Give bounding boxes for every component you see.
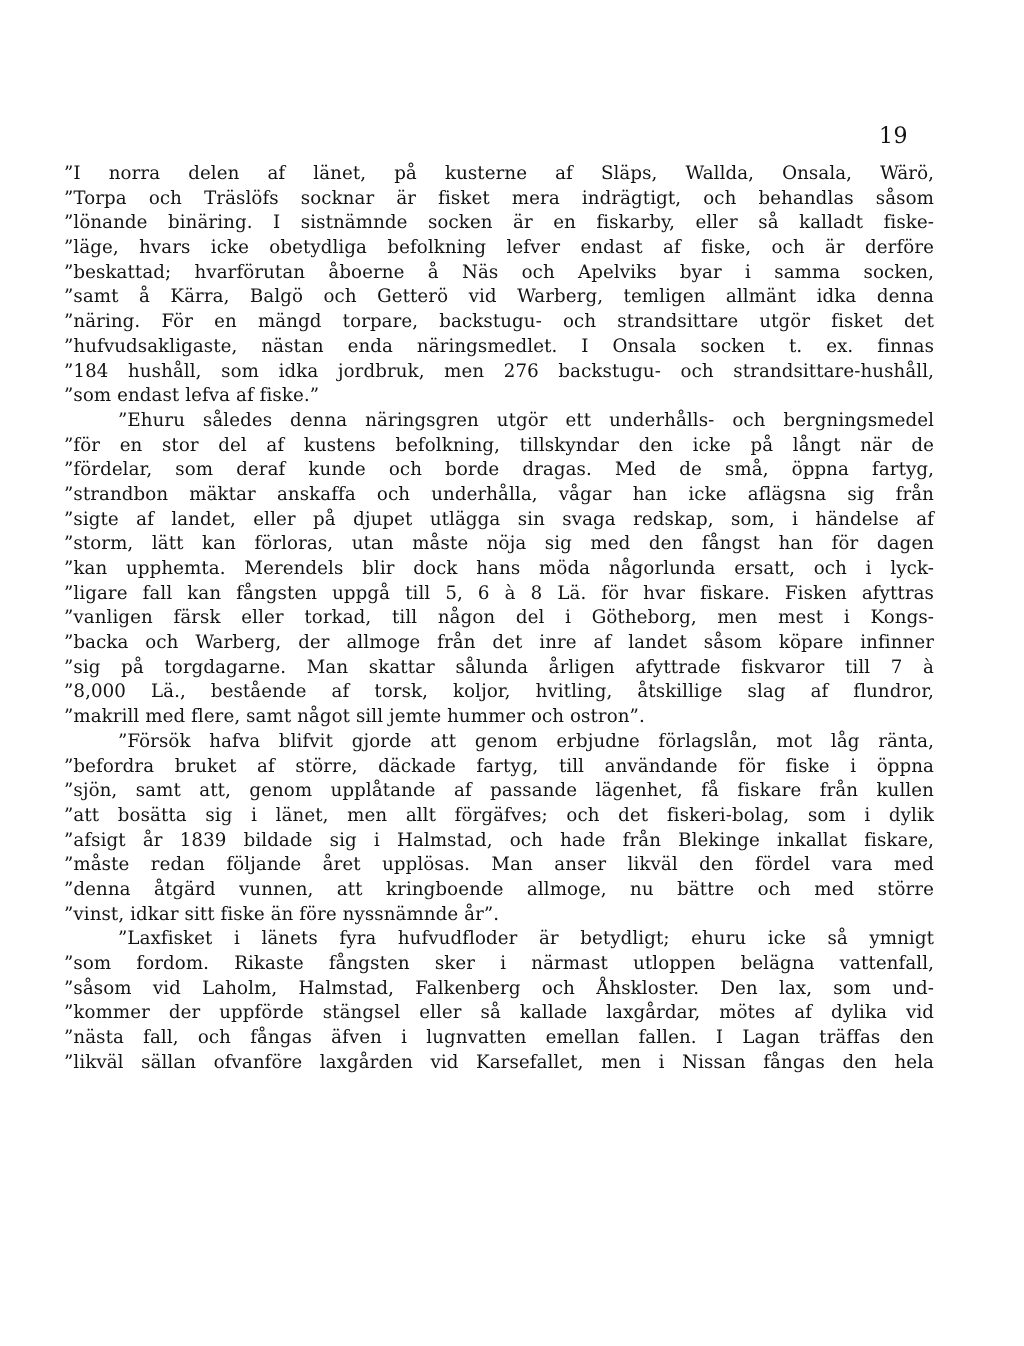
text-line: ”läge, hvars icke obetydliga befolkning lefver endast af fiske, och är derföre [64, 237, 934, 259]
text-line: ”Torpa och Träslöfs socknar är fisket mera indrägtigt, och behandlas såsom [64, 187, 934, 209]
text-line: ”som endast lefva af fiske.” [64, 385, 320, 407]
text-line: ”Laxfisket i länets fyra hufvudfloder är betydligt; ehuru icke så ymnigt [118, 928, 934, 950]
text-line: ”denna åtgärd vunnen, att kringboende allmoge, nu bättre och med större [64, 878, 934, 900]
text-line: ”afsigt år 1839 bildade sig i Halmstad, och hade från Blekinge inkallat fiskare, [64, 829, 934, 851]
page-number: 19 [879, 124, 908, 149]
text-line: ”likväl sällan ofvanföre laxgården vid Karsefallet, men i Nissan fångas den hela [64, 1051, 934, 1073]
text-line: ”hufvudsakligaste, nästan enda näringsmedlet. I Onsala socken t. ex. finnas [64, 335, 934, 357]
text-line: ”Ehuru således denna näringsgren utgör ett underhålls- och bergningsmedel [118, 409, 934, 431]
text-line: ”beskattad; hvarförutan åboerne å Näs och Apelviks byar i samma socken, [64, 261, 934, 283]
text-line: ”nästa fall, och fångas äfven i lugnvatten emellan fallen. I Lagan träffas den [64, 1027, 934, 1049]
text-line: ”lönande binäring. I sistnämnde socken är en fiskarby, eller så kalladt fiske- [64, 212, 934, 234]
text-line: ”backa och Warberg, der allmoge från det inre af landet såsom köpare infinner [64, 632, 934, 654]
text-line: ”8,000 Lä., bestående af torsk, koljor, hvitling, åtskillige slag af flundror, [64, 681, 934, 703]
body-text [64, 162, 934, 1075]
text-line: ”Försök hafva blifvit gjorde att genom erbjudne förlagslån, mot låg ränta, [118, 730, 934, 752]
text-line: ”befordra bruket af större, däckade fartyg, till användande för fiske i öppna [64, 755, 934, 777]
text-line: ”kan upphemta. Merendels blir dock hans möda någorlunda ersatt, och i lyck- [64, 558, 934, 579]
text-line: ”strandbon mäktar anskaffa och underhålla, vågar han icke aflägsna sig från [64, 483, 934, 505]
text-line: ”storm, lätt kan förloras, utan måste nöja sig med den fångst han för dagen [64, 533, 934, 555]
text-line: ”184 hushåll, som idka jordbruk, men 276 backstugu- och strandsittare-hushåll, [64, 360, 934, 382]
text-line: ”sigte af landet, eller på djupet utlägga sin svaga redskap, som, i händelse af [64, 508, 934, 530]
text-line: ”såsom vid Laholm, Halmstad, Falkenberg och Åhskloster. Den lax, som und- [64, 977, 934, 999]
text-line: ”I norra delen af länet, på kusterne af Släps, Wallda, Onsala, Wärö, [64, 163, 934, 184]
text-line: ”att bosätta sig i länet, men allt förgäfves; och det fiskeri-bolag, som i dylik [64, 804, 934, 826]
text-line: ”vinst, idkar sitt fiske än före nyssnämnde år”. [64, 903, 500, 925]
text-line: ”sig på torgdagarne. Man skattar sålunda årligen afyttrade fiskvaror till 7 à [64, 656, 934, 678]
text-line: ”måste redan följande året upplösas. Man anser likväl den fördel vara med [64, 854, 934, 876]
text-line: ”kommer der uppförde stängsel eller så kallade laxgårdar, mötes af dylika vid [64, 1002, 934, 1024]
text-line: ”makrill med flere, samt något sill jemte hummer och ostron”. [64, 706, 645, 728]
text-line: ”som fordom. Rikaste fångsten sker i närmast utloppen belägna vattenfall, [64, 953, 934, 974]
text-line: ”för en stor del af kustens befolkning, tillskyndar den icke på långt när de [64, 434, 934, 456]
text-line: ”sjön, samt att, genom upplåtande af passande lägenhet, få fiskare från kullen [64, 780, 934, 802]
text-line: ”ligare fall kan fångsten uppgå till 5, 6 à 8 Lä. för hvar fiskare. Fisken afyttras [64, 582, 934, 604]
text-line: ”samt å Kärra, Balgö och Getterö vid Warberg, temligen allmänt idka denna [64, 286, 934, 308]
text-line: ”vanligen färsk eller torkad, till någon del i Götheborg, men mest i Kongs- [64, 607, 934, 629]
text-line: ”näring. För en mängd torpare, backstugu- och strandsittare utgör fisket det [64, 311, 934, 333]
text-line: ”fördelar, som deraf kunde och borde dragas. Med de små, öppna fartyg, [64, 459, 934, 481]
